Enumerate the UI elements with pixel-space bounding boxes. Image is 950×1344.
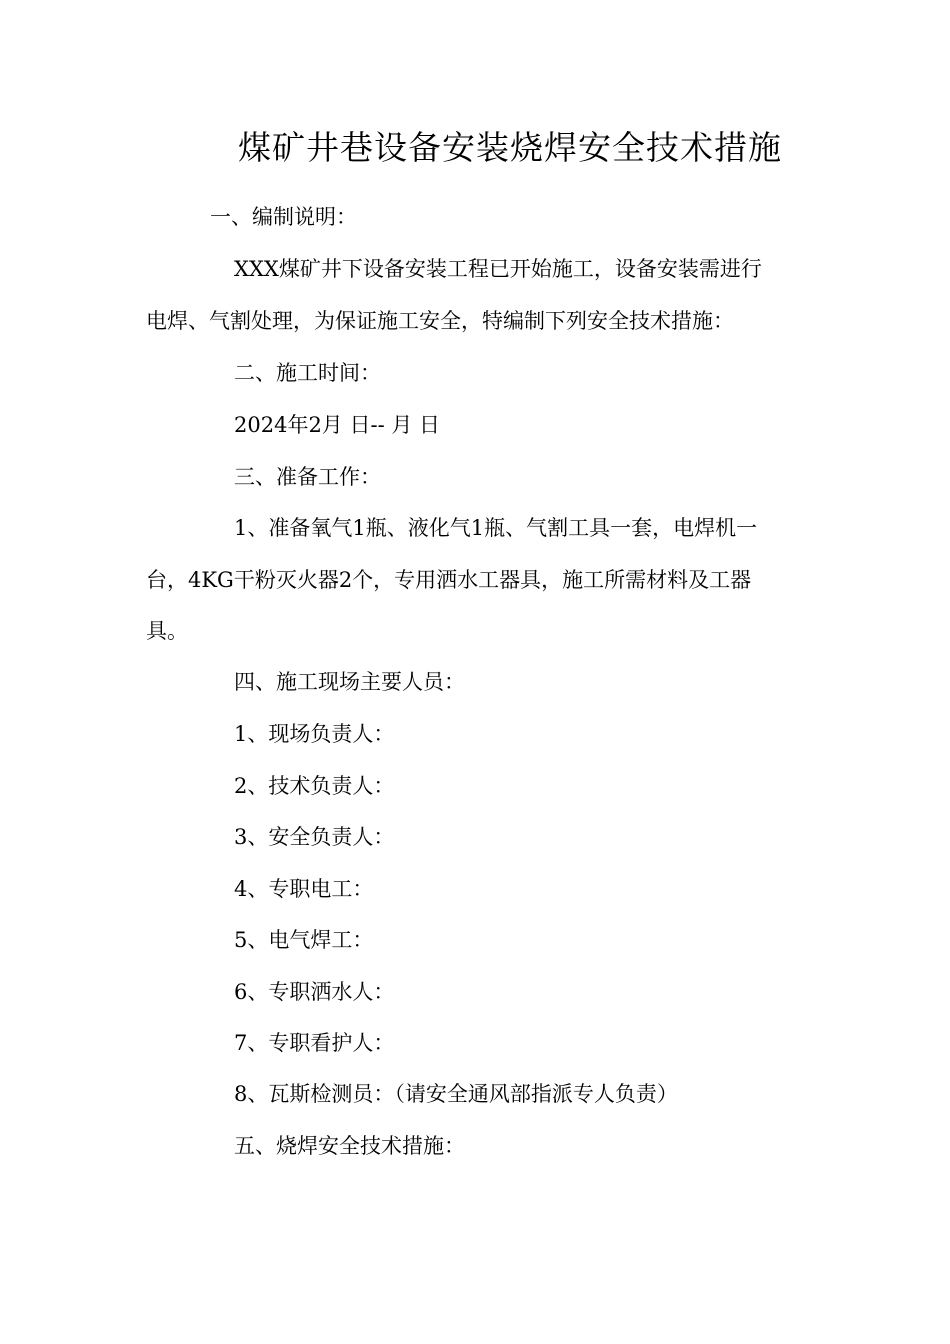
section1-paragraph-line2: 电焊、气割处理，为保证施工安全，特编制下列安全技术措施：: [146, 309, 734, 333]
document-title: 煤矿井巷设备安装烧焊安全技术措施: [238, 128, 782, 167]
section4-heading: 四、施工现场主要人员：: [234, 670, 465, 694]
personnel-item: 3、安全负责人：: [234, 825, 395, 849]
section1-heading: 一、编制说明：: [210, 205, 357, 229]
section1-paragraph-line1: XXX煤矿井下设备安装工程已开始施工，设备安装需进行: [234, 257, 762, 281]
section2-date: 2024年2月 日-- 月 日: [234, 413, 441, 437]
personnel-item: 6、专职洒水人：: [234, 980, 395, 1004]
personnel-item: 5、电气焊工：: [234, 928, 374, 952]
personnel-item: 8、瓦斯检测员：（请安全通风部指派专人负责）: [234, 1082, 678, 1106]
section5-heading: 五、烧焊安全技术措施：: [234, 1134, 465, 1158]
personnel-item: 7、专职看护人：: [234, 1031, 395, 1055]
personnel-item: 2、技术负责人：: [234, 774, 395, 798]
section2-heading: 二、施工时间：: [234, 361, 381, 385]
personnel-item: 4、专职电工：: [234, 877, 374, 901]
section3-item1-line1: 1、准备氧气1瓶、液化气1瓶、气割工具一套，电焊机一: [234, 516, 758, 540]
section3-item1-line2: 台，4KG干粉灭火器2个，专用洒水工器具，施工所需材料及工器: [146, 568, 752, 592]
section3-heading: 三、准备工作：: [234, 465, 381, 489]
section3-item1-line3: 具。: [146, 619, 188, 643]
personnel-item: 1、现场负责人：: [234, 722, 395, 746]
